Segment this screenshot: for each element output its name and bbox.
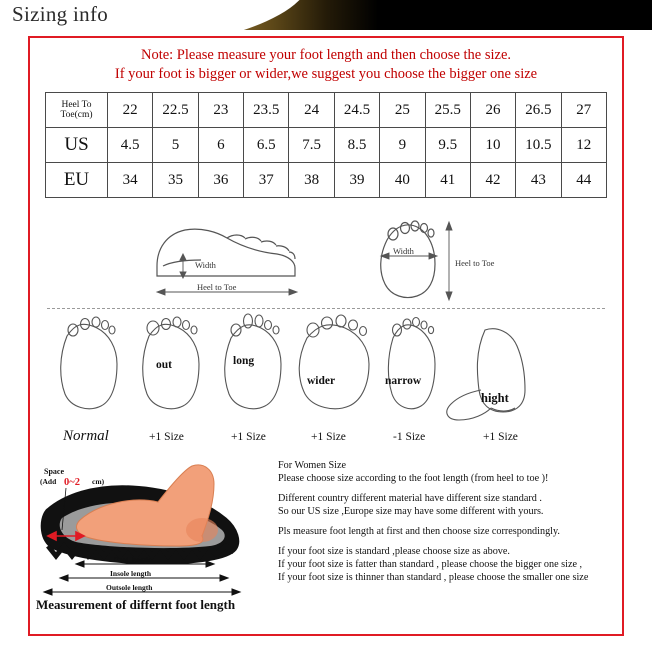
cell-cm-4: 24 bbox=[289, 93, 334, 128]
notes-line-3: So our US size ,Europe size may have some different with yours. bbox=[278, 506, 544, 517]
cell-us-0: 4.5 bbox=[108, 128, 153, 163]
notes-line-4: Pls measure foot length at first and then choose size correspondingly. bbox=[278, 526, 560, 537]
cell-cm-8: 26 bbox=[470, 93, 515, 128]
note-line-1: Note: Please measure your foot length and then choose the size. bbox=[140, 47, 512, 63]
notes-line-2: Different country different material have different size standard . bbox=[278, 493, 542, 504]
label-space-add: (Add bbox=[40, 477, 57, 486]
caption-wider: +1 Size bbox=[311, 431, 346, 443]
cell-cm-6: 25 bbox=[380, 93, 425, 128]
note-line-2: If your foot is bigger or wider,we suggest you choose the bigger one size bbox=[114, 66, 538, 82]
cell-us-5: 8.5 bbox=[334, 128, 379, 163]
cell-us-9: 10.5 bbox=[516, 128, 561, 163]
cell-cm-7: 25.5 bbox=[425, 93, 470, 128]
table-row bbox=[46, 163, 607, 198]
cell-eu-0: 34 bbox=[108, 163, 153, 198]
row-label-heel-to-toe: Heel To Toe(cm) bbox=[46, 93, 108, 128]
cell-cm-10: 27 bbox=[561, 93, 606, 128]
cell-eu-9: 43 bbox=[516, 163, 561, 198]
notes-line-1: Please choose size according to the foot length (from heel to toe )! bbox=[278, 473, 549, 484]
size-guidance-notes bbox=[278, 460, 618, 585]
shape-word-narrow: narrow bbox=[385, 375, 422, 387]
cell-us-3: 6.5 bbox=[244, 128, 289, 163]
caption-out: +1 Size bbox=[149, 431, 184, 443]
label-insole-length: Insole length bbox=[110, 569, 152, 578]
notes-line-6: If your foot size is fatter than standard , please choose the bigger one size , bbox=[278, 559, 583, 570]
cell-us-4: 7.5 bbox=[289, 128, 334, 163]
notes-line-7: If your foot size is thinner than standard , please choose the smaller one size bbox=[278, 572, 589, 583]
cell-cm-9: 26.5 bbox=[516, 93, 561, 128]
shape-word-out: out bbox=[156, 359, 172, 371]
label-space: Space bbox=[44, 467, 64, 476]
shape-word-wider: wider bbox=[307, 375, 336, 387]
diagram-divider bbox=[47, 308, 605, 309]
bottom-block bbox=[30, 454, 622, 614]
cell-eu-2: 36 bbox=[198, 163, 243, 198]
foot-diagrams bbox=[45, 204, 607, 454]
side-heel-to-toe-label: Heel to Toe bbox=[197, 282, 237, 292]
caption-hight: +1 Size bbox=[483, 431, 518, 443]
label-space-value: 0~2 bbox=[64, 477, 80, 488]
table-row bbox=[46, 128, 607, 163]
caption-narrow: -1 Size bbox=[393, 431, 426, 443]
header-banner bbox=[0, 0, 652, 30]
note-block bbox=[30, 38, 622, 88]
cell-cm-3: 23.5 bbox=[244, 93, 289, 128]
sole-width-label: Width bbox=[393, 246, 414, 256]
cell-cm-1: 22.5 bbox=[153, 93, 198, 128]
cell-us-1: 5 bbox=[153, 128, 198, 163]
cell-eu-1: 35 bbox=[153, 163, 198, 198]
shoe-measurement-illustration bbox=[36, 458, 254, 596]
cell-eu-5: 39 bbox=[334, 163, 379, 198]
notes-title: For Women Size bbox=[278, 460, 347, 471]
cell-eu-3: 37 bbox=[244, 163, 289, 198]
row-label-us: US bbox=[46, 128, 108, 163]
size-chart-table bbox=[45, 92, 607, 198]
cell-cm-2: 23 bbox=[198, 93, 243, 128]
measurement-caption: Measurement of differnt foot length bbox=[36, 597, 236, 612]
shape-word-hight: hight bbox=[481, 391, 509, 405]
label-foot-length: Foot length bbox=[114, 555, 151, 564]
cell-us-6: 9 bbox=[380, 128, 425, 163]
measurement-diagrams-svg bbox=[45, 204, 607, 309]
cell-eu-8: 42 bbox=[470, 163, 515, 198]
cell-cm-5: 24.5 bbox=[334, 93, 379, 128]
cell-eu-6: 40 bbox=[380, 163, 425, 198]
caption-long: +1 Size bbox=[231, 431, 266, 443]
cell-us-7: 9.5 bbox=[425, 128, 470, 163]
page-title: Sizing info bbox=[12, 2, 109, 26]
label-outsole-length: Outsole length bbox=[106, 583, 153, 592]
sole-heel-to-toe-label: Heel to Toe bbox=[455, 258, 495, 268]
label-space-unit: cm) bbox=[92, 477, 105, 486]
cell-us-8: 10 bbox=[470, 128, 515, 163]
side-width-label: Width bbox=[195, 260, 216, 270]
cell-eu-4: 38 bbox=[289, 163, 334, 198]
notes-line-5: If your foot size is standard ,please choose size as above. bbox=[278, 546, 510, 557]
cell-cm-0: 22 bbox=[108, 93, 153, 128]
row-label-eu: EU bbox=[46, 163, 108, 198]
shape-word-long: long bbox=[233, 355, 255, 367]
sizing-info-frame bbox=[28, 36, 624, 636]
caption-normal: Normal bbox=[63, 428, 109, 444]
cell-eu-7: 41 bbox=[425, 163, 470, 198]
cell-eu-10: 44 bbox=[561, 163, 606, 198]
table-row bbox=[46, 93, 607, 128]
cell-us-10: 12 bbox=[561, 128, 606, 163]
foot-shape-comparison-svg bbox=[45, 312, 607, 452]
cell-us-2: 6 bbox=[198, 128, 243, 163]
